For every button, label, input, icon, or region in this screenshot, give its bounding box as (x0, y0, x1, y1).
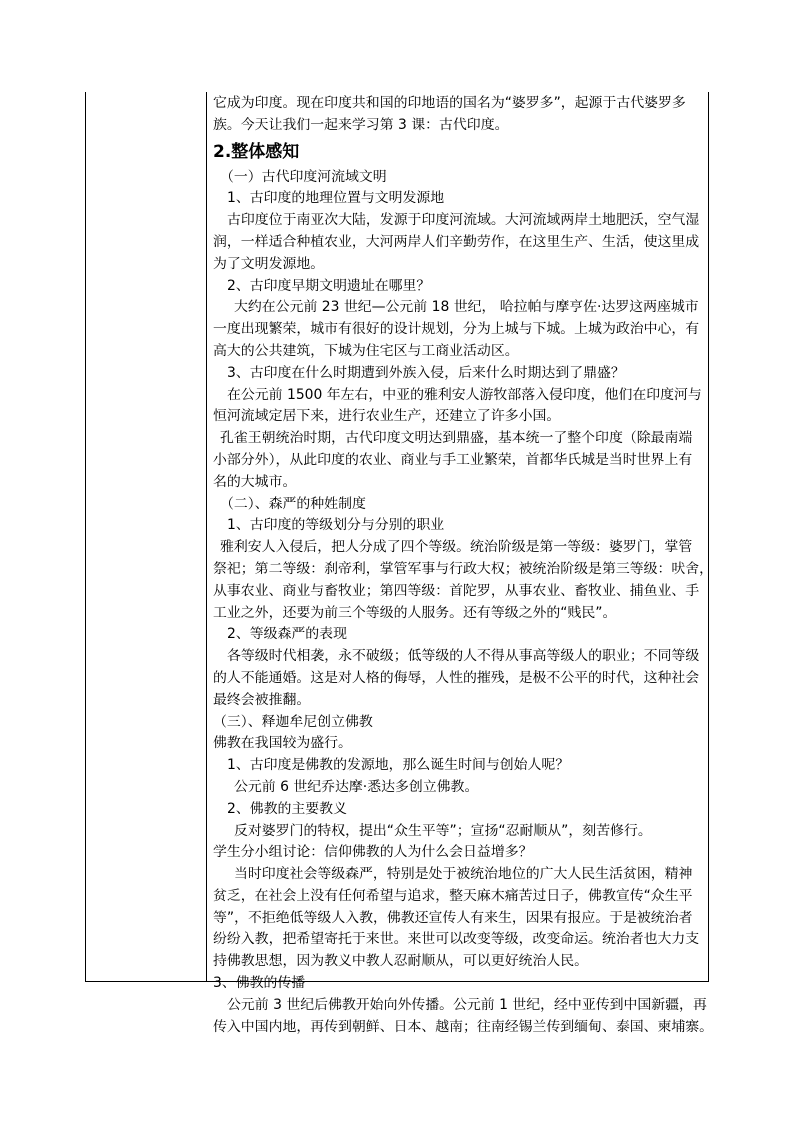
text-line: 各等级时代相袭，永不破级；低等级的人不得从事高等级人的职业；不同等级 (227, 648, 700, 665)
text-line: 祭祀；第二等级：刹帝利，掌管军事与行政大权；被统治阶级是第三等级：吠舍， (213, 560, 714, 577)
lesson-table (85, 92, 714, 1035)
text-line: 3、古印度在什么时期遭到外族入侵，后来什么时期达到了鼎盛？ (227, 364, 625, 381)
text-line: 2、佛教的主要教义 (227, 800, 347, 817)
text-line: 当时印度社会等级森严，特别是处于被统治地位的广大人民生活贫困，精神 (234, 866, 693, 883)
text-line: 公元前 6 世纪乔达摩·悉达多创立佛教。 (234, 778, 479, 795)
section-heading: 2.整体感知 (213, 141, 300, 162)
text-line: 2、等级森严的表现 (227, 626, 347, 643)
text-line: 小部分外），从此印度的农业、商业与手工业繁荣，首都华氏城是当时世界上有 (213, 451, 693, 468)
text-line: 反对婆罗门的特权，提出“众生平等”；宣扬“忍耐顺从”，刻苦修行。 (234, 822, 652, 839)
text-line: 学生分小组讨论：信仰佛教的人为什么会日益增多？ (213, 844, 533, 861)
text-line: （三）、释迦牟尼创立佛教 (213, 713, 373, 730)
text-line: 持佛教思想，因为教义中教人忍耐顺从，可以更好统治人民。 (213, 953, 589, 970)
text-line: 雅利安人入侵后，把人分成了四个等级。统治阶级是第一等级：婆罗门，掌管 (220, 539, 693, 556)
text-line: 它成为印度。现在印度共和国的印地语的国名为“婆罗多”，起源于古代婆罗多 (213, 95, 686, 111)
text-line: 工业之外，还要为前三个等级的人服务。还有等级之外的“贱民”。 (213, 604, 617, 621)
text-line: 高大的公共建筑，下城为住宅区与工商业活动区。 (213, 342, 519, 359)
text-line: 佛教在我国较为盛行。 (213, 735, 352, 752)
column-divider (206, 92, 207, 981)
text-line: 一度出现繁荣，城市有很好的设计规划，分为上城与下城。上城为政治中心，有 (213, 321, 700, 338)
text-line: 古印度位于南亚次大陆，发源于印度河流域。大河流域两岸土地肥沃，空气湿 (227, 212, 700, 229)
text-line: 3、佛教的传播 (213, 975, 306, 992)
text-line: 贫乏，在社会上没有任何希望与追求，整天麻木痛苦过日子，佛教宣传“众生平 (213, 887, 693, 904)
text-line: 1、古印度的等级划分与分别的职业 (227, 517, 445, 534)
text-line: 族。今天让我们一起来学习第 3 课：古代印度。 (213, 116, 509, 133)
text-line: 孔雀王朝统治时期，古代印度文明达到鼎盛，基本统一了整个印度（除最南端 (220, 430, 693, 447)
text-line: 2、古印度早期文明遗址在哪里？ (227, 277, 431, 294)
text-line: 恒河流域定居下来，进行农业生产，还建立了许多小国。 (213, 408, 561, 425)
text-line: 名的大城市。 (213, 473, 297, 490)
text-line: （一）古代印度河流域文明 (220, 168, 387, 185)
text-line: 的人不能通婚。这是对人格的侮辱，人性的摧残，是极不公平的时代，这种社会 (213, 669, 700, 686)
content-cell (213, 93, 714, 1038)
text-line: 为了文明发源地。 (213, 255, 325, 272)
text-line: 从事农业、商业与畜牧业；第四等级：首陀罗，从事农业、畜牧业、捕鱼业、手 (213, 582, 700, 599)
text-line: 最终会被推翻。 (213, 691, 311, 708)
text-line: 1、古印度的地理位置与文明发源地 (227, 190, 445, 207)
text-line: 纷纷入教，把希望寄托于来世。来世可以改变等级，改变命运。统治者也大力支 (213, 931, 700, 948)
text-line: （二）、森严的种姓制度 (220, 495, 366, 512)
text-line: 在公元前 1500 年左右，中亚的雅利安人游牧部落入侵印度，他们在印度河与 (227, 386, 702, 403)
text-line: 公元前 3 世纪后佛教开始向外传播。公元前 1 世纪，经中亚传到中国新疆，再 (227, 996, 707, 1013)
text-line: 润，一样适合种植农业，大河两岸人们辛勤劳作，在这里生产、生活，使这里成 (213, 233, 700, 250)
text-line: 传入中国内地，再传到朝鲜、日本、越南；往南经锡兰传到缅甸、泰国、柬埔寨。 (213, 1018, 714, 1035)
text-line: 等”，不拒绝低等级人入教，佛教还宣传人有来生，因果有报应。于是被统治者 (213, 909, 693, 926)
text-line: 1、古印度是佛教的发源地，那么诞生时间与创始人呢？ (227, 757, 570, 774)
text-line: 大约在公元前 23 世纪—公元前 18 世纪， 哈拉帕与摩亨佐·达罗这两座城市 (234, 299, 699, 316)
